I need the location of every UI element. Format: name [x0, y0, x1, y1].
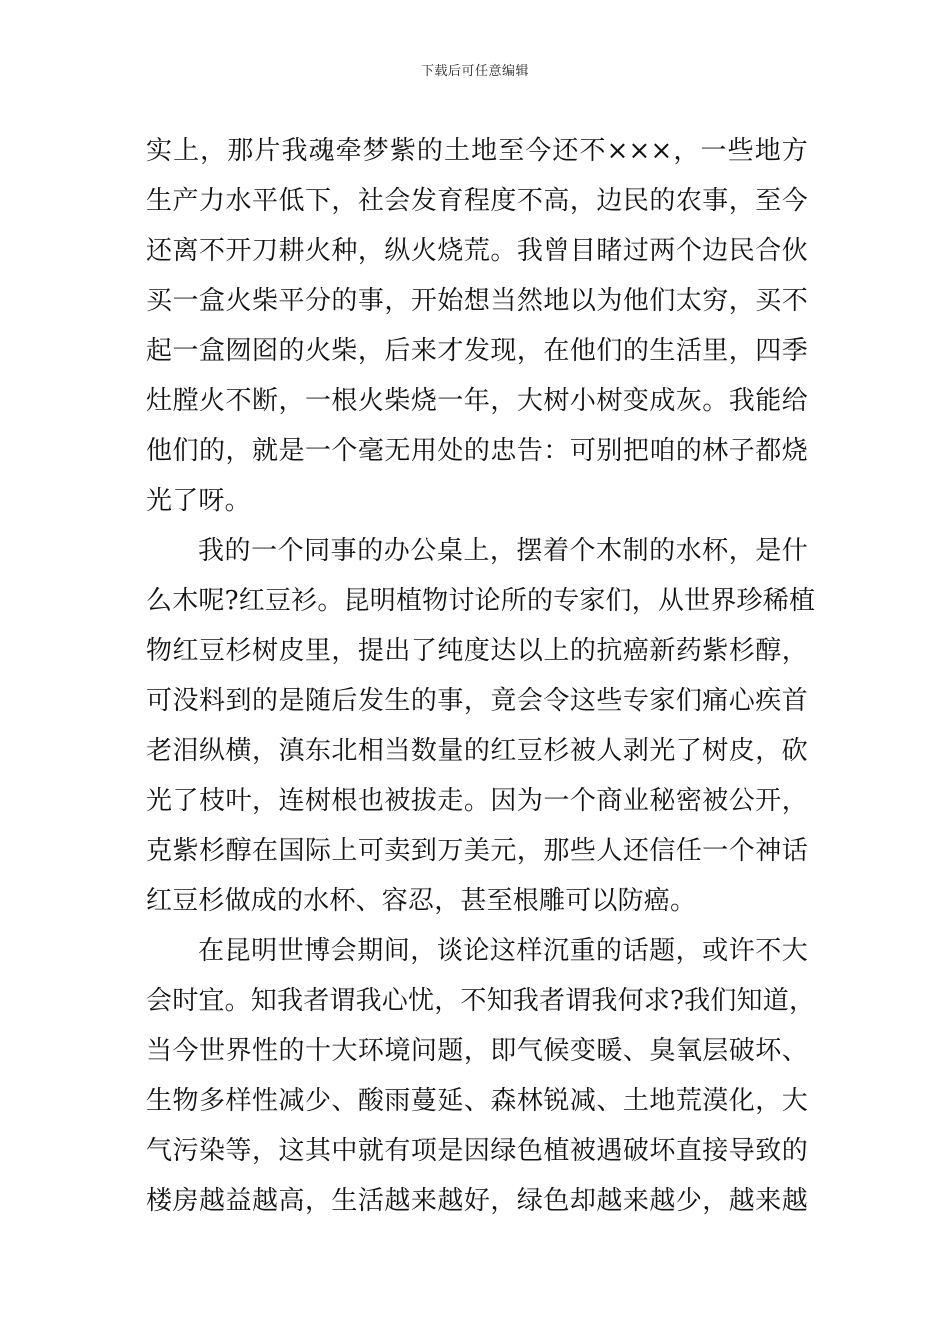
paragraph-1-line-5: 起一盒囫囵的火柴，后来才发现，在他们的生活里，四季	[146, 336, 808, 366]
paragraph-2-line-3: 物红豆杉树皮里，提出了纯度达以上的抗癌新药紫杉醇，	[146, 636, 808, 666]
paragraph-3-line-3: 当今世界性的十大环境问题，即气候变暖、臭氧层破坏、	[146, 1036, 808, 1066]
paragraph-2-line-4: 可没料到的是随后发生的事，竟会令这些专家们痛心疾首	[146, 686, 808, 716]
paragraph-1-line-2: 生产力水平低下，社会发育程度不高，边民的农事，至今	[146, 186, 808, 216]
paragraph-2-line-6: 光了枝叶，连树根也被拔走。因为一个商业秘密被公开，	[146, 786, 808, 816]
paragraph-3-line-5: 气污染等，这其中就有项是因绿色植被遇破坏直接导致的	[146, 1136, 808, 1166]
paragraph-3-line-1: 在昆明世博会期间，谈论这样沉重的话题，或许不大	[198, 936, 808, 966]
paragraph-2-line-7: 克紫杉醇在国际上可卖到万美元，那些人还信任一个神话	[146, 836, 808, 866]
paragraph-1-line-4: 买一盒火柴平分的事，开始想当然地以为他们太穷，买不	[146, 286, 808, 316]
page-header: 下载后可任意编辑	[420, 64, 529, 79]
paragraph-1-line-1: 实上，那片我魂牵梦紫的土地至今还不×××，一些地方	[146, 136, 808, 166]
paragraph-3-line-4: 生物多样性减少、酸雨蔓延、森林锐减、土地荒漠化，大	[146, 1086, 808, 1116]
paragraph-2-line-2: 么木呢?红豆衫。昆明植物讨论所的专家们，从世界珍稀植	[146, 586, 816, 616]
paragraph-1-line-6: 灶膛火不断，一根火柴烧一年，大树小树变成灰。我能给	[146, 386, 808, 416]
paragraph-2-line-5: 老泪纵横，滇东北相当数量的红豆杉被人剥光了树皮，砍	[146, 736, 808, 766]
paragraph-1-line-3: 还离不开刀耕火种，纵火烧荒。我曾目睹过两个边民合伙	[146, 236, 808, 266]
body-text	[146, 126, 816, 1226]
paragraph-1-line-8: 光了呀。	[146, 486, 251, 516]
paragraph-3-line-2: 会时宜。知我者谓我心忧，不知我者谓我何求?我们知道，	[146, 986, 816, 1016]
paragraph-3-line-6: 楼房越益越高，生活越来越好，绿色却越来越少，越来越	[146, 1186, 808, 1216]
paragraph-1-line-7: 他们的，就是一个毫无用处的忠告：可别把咱的林子都烧	[146, 436, 808, 466]
paragraph-2-line-1: 我的一个同事的办公桌上，摆着个木制的水杯，是什	[198, 536, 808, 566]
paragraph-2-line-8: 红豆杉做成的水杯、容忍，甚至根雕可以防癌。	[146, 886, 697, 916]
